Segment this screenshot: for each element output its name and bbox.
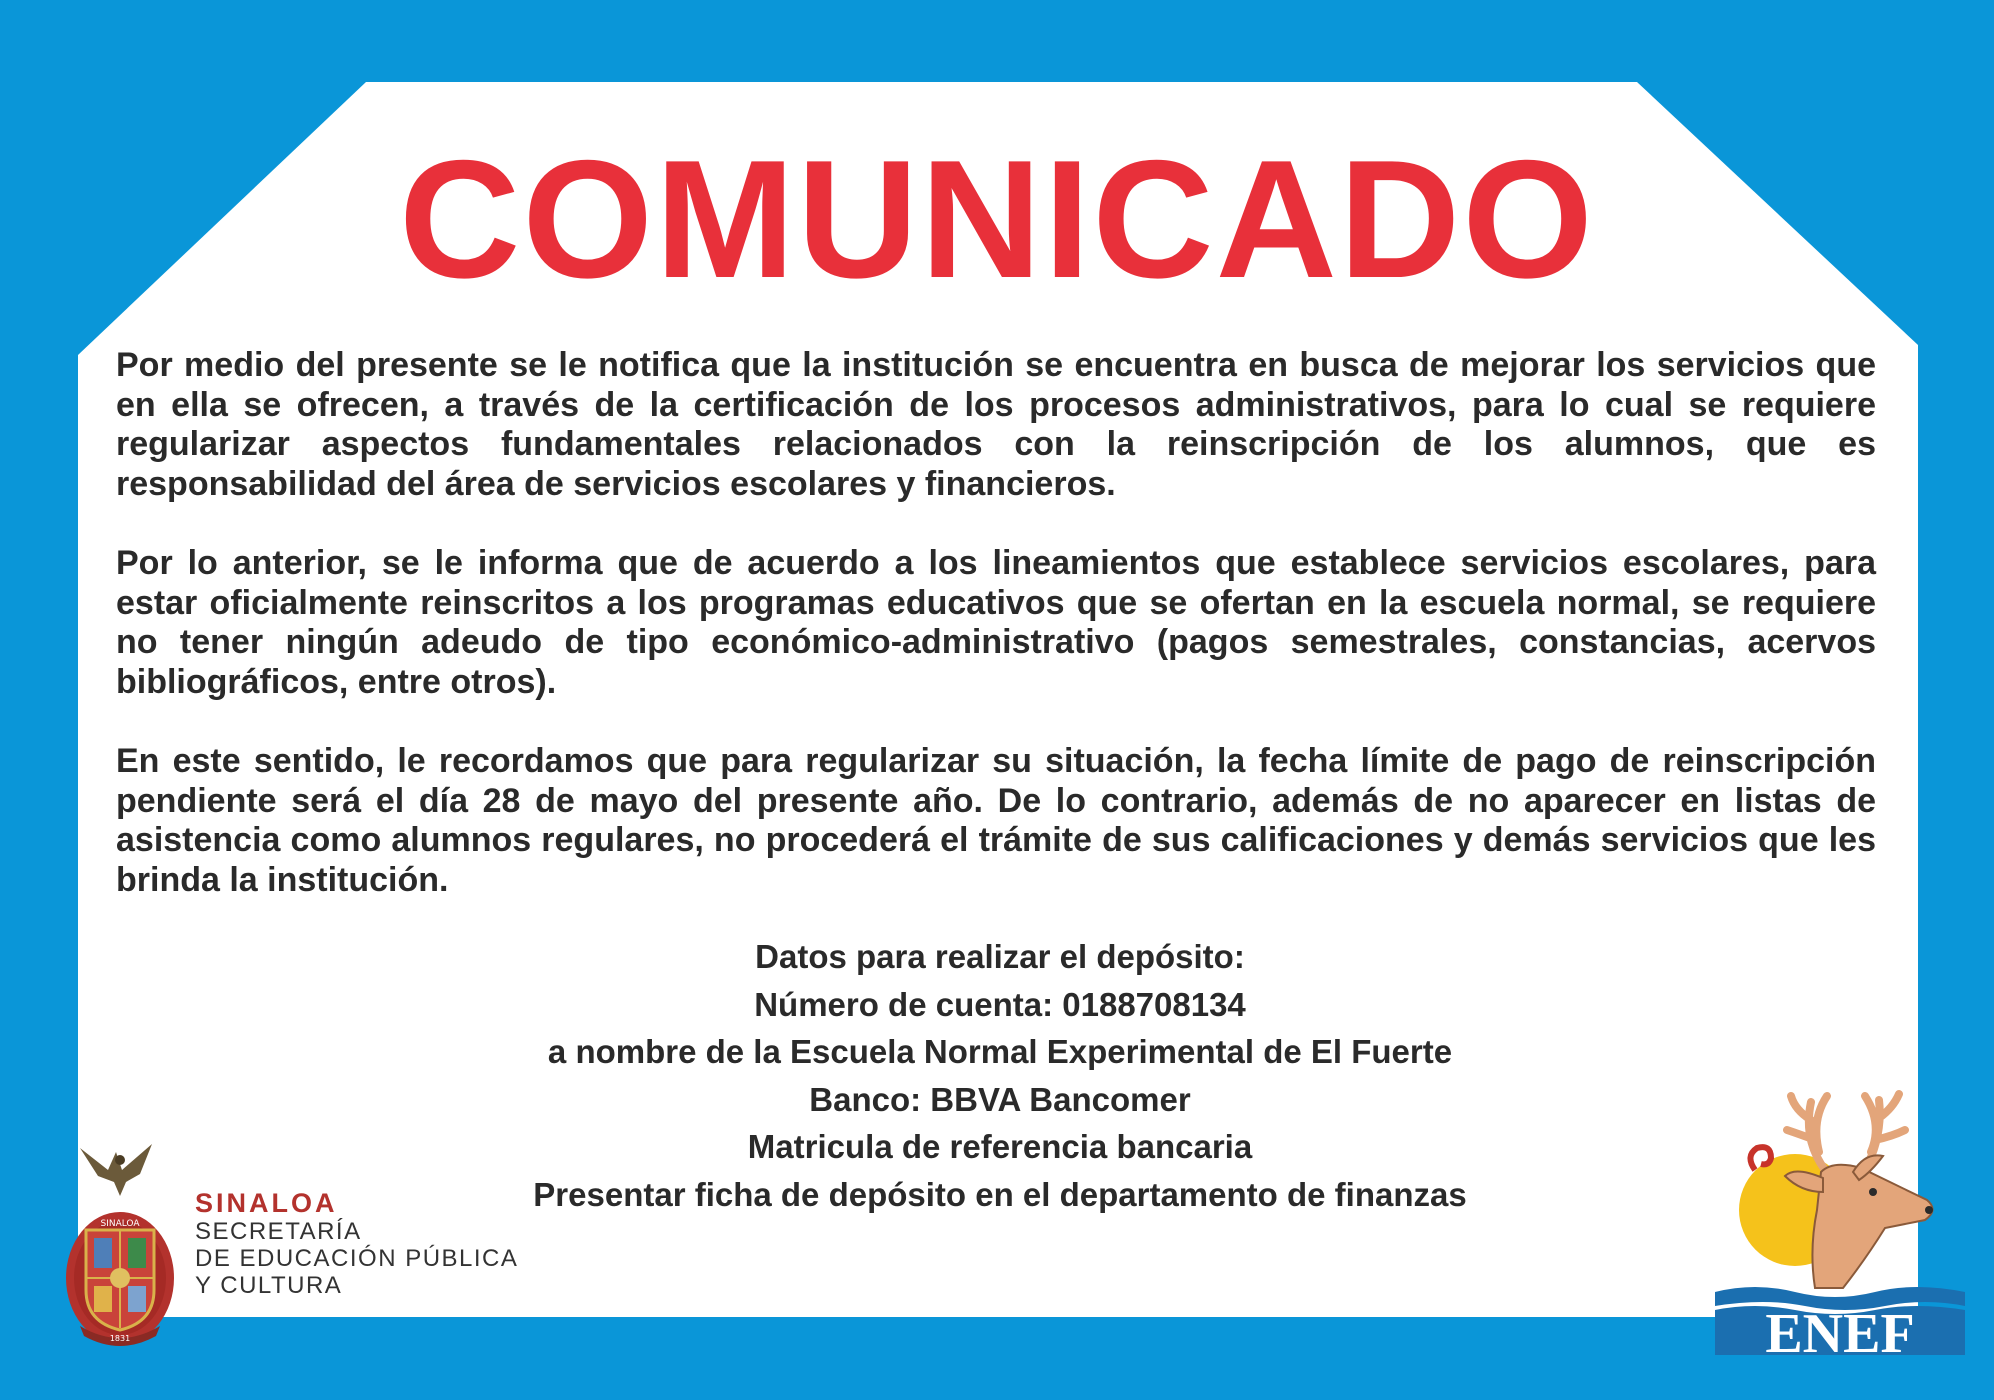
deposit-info	[0, 933, 1994, 1218]
sinaloa-line-1: SECRETARÍA	[195, 1218, 362, 1245]
sinaloa-line-2: DE EDUCACIÓN PÚBLICA	[195, 1245, 519, 1272]
deposit-bank: Banco: BBVA Bancomer	[809, 1080, 1191, 1118]
deposit-reference: Matricula de referencia bancaria	[747, 1128, 1253, 1165]
sinaloa-name: SINALOA	[195, 1188, 338, 1218]
sinaloa-seal-icon	[60, 1130, 180, 1348]
sinaloa-secretaria-label	[195, 1188, 518, 1299]
paragraph-intro: Por medio del presente se le notifica que la institución se encuentra en busca de mejorar los servicios que en ella se ofrecen, a través de la certificación de los procesos administrativos, para lo cual se requiere regularizar aspectos fundamentales relacionados con la reinscripción de los alumnos, que es responsabilidad del área de servicios escolares y financieros.	[116, 346, 1876, 503]
svg-text:ENEF: ENEF	[1765, 1303, 1915, 1355]
notice-body	[116, 346, 1876, 940]
deposit-heading: Datos para realizar el depósito:	[755, 938, 1245, 975]
svg-text:1831: 1831	[109, 1334, 131, 1343]
notice-title: COMUNICADO	[399, 125, 1595, 313]
deposit-instruction: Presentar ficha de depósito en el departamento de finanzas	[533, 1175, 1467, 1213]
deposit-account: Número de cuenta: 0188708134	[754, 985, 1246, 1023]
sinaloa-line-3: Y CULTURA	[195, 1272, 343, 1299]
deposit-holder: a nombre de la Escuela Normal Experimental de El Fuerte	[547, 1033, 1453, 1070]
svg-text:SINALOA: SINALOA	[100, 1219, 140, 1229]
paragraph-requirements: Por lo anterior, se le informa que de acuerdo a los lineamientos que establece servicios escolares, para estar oficialmente reinscritos a los programas educativos que se ofertan en la escuela normal, se requiere no tener ningún adeudo de tipo económico-administrativo (pagos semestrales, constancias, acervos bibliográficos, entre otros).	[116, 544, 1876, 701]
paragraph-deadline: En este sentido, le recordamos que para regularizar su situación, la fecha límite de pago de reinscripción pendiente será el día 28 de mayo del presente año. De lo contrario, además de no aparecer en listas de asistencia como alumnos regulares, no procederá el trámite de sus calificaciones y demás servicios que les brinda la institución.	[116, 742, 1876, 899]
enef-deer-logo-icon	[1715, 1060, 1965, 1355]
